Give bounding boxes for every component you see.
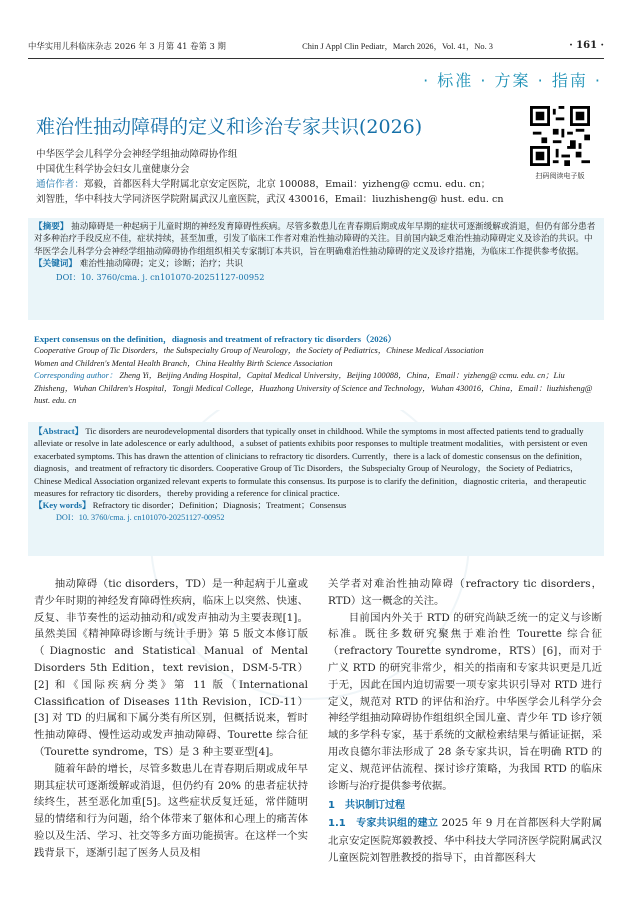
page-number: · 161 · bbox=[569, 40, 604, 51]
abstract-cn bbox=[28, 218, 604, 320]
corresponding-author bbox=[36, 177, 536, 192]
abstract-en-label: 【Abstract】 bbox=[34, 426, 84, 436]
body-paragraph-text: 2025 年 9 月在首都医科大学附属北京安定医院郑毅教授、华中科技大学同济医学院附属武汉儿童医院刘智胜教授的指导下，由首都医科大 bbox=[328, 817, 602, 864]
journal-cn: 中华实用儿科临床杂志 2026 年 3 月第 41 卷第 3 期 bbox=[28, 41, 226, 51]
subsection-heading: 1.1 专家共识组的建立 bbox=[328, 818, 439, 830]
author-block bbox=[36, 147, 536, 207]
section-heading: 1 共识制订过程 bbox=[328, 800, 405, 812]
abstract-en-groups: Cooperative Group of Tic Disorders，the Subspecialty Group of Neurology，the Society of Pediatrics，Chinese Medical Association bbox=[34, 346, 484, 356]
running-header bbox=[28, 40, 604, 52]
abstract-en-title: Expert consensus on the definition，diagnosis and treatment of refractory tic disorders（2026） bbox=[34, 334, 397, 344]
abstract-en-corr-label: Corresponding author： bbox=[34, 371, 118, 381]
abstract-en-box bbox=[28, 422, 604, 556]
abstract-en-corr-text: Zheng Yi，Beijing Anding Hospital，Capital Medical University，Beijing 100088，China，Email：yizheng@ ccmu. edu. cn；Liu Zhisheng，Wuhan Children's Hospital，Tongji Medical College，Huazhong University of Science and Technology，Wuhan 430016，China，Email：liuzhisheng@ hust. edu. cn bbox=[34, 371, 593, 406]
header-rule bbox=[28, 58, 604, 59]
doi-cn[interactable]: DOI：10. 3760/cma. j. cn101070-20251127-00952 bbox=[56, 271, 265, 282]
body-paragraph: 关学者对难治性抽动障碍（refractory tic disorders，RTD）这一概念的关注。 bbox=[328, 578, 602, 607]
author-group-1: 中华医学会儿科学分会神经学组抽动障碍协作组 bbox=[36, 149, 238, 160]
abstract-en-body bbox=[34, 425, 598, 499]
corr-label: 通信作者： bbox=[36, 179, 84, 190]
keywords-cn bbox=[34, 258, 598, 270]
body-paragraph: 随着年龄的增长，尽管多数患儿在青春期后期或成年早期其症状可逐渐缓解或消退，但仍约有 20% 的患者症状持续终生，甚至恶化加重[5]。这些症状反复迁延，常伴随明显的情绪和行为问题，给个体带来了躯体和心理上的痛苦体验以及生活、学习、社交等多方面功能损害。在这样一个实践背景下，逐渐引起了医务人员及相 bbox=[34, 762, 308, 859]
body-paragraph: 抽动障碍（tic disorders，TD）是一种起病于儿童或青少年时期的神经发育障碍性疾病，临床上以突然、快速、反复、非节奏性的运动抽动和/或发声抽动为主要表现[1]。虽然美国《精神障碍诊断与统计手册》第 5 版文本修订版（Diagnostic and Statistical Manual of Mental Disorders 5th Edition，text revision，DSM-5-TR）[2] 和《国际疾病分类》第 11 版（International Classification of Diseases 11th Revision，ICD-11）[3] 对 TD 的归属和下属分类有所区别，但概括说来，暂时性抽动障碍、慢性运动或发声抽动障碍、Tourette 综合征（Tourette syndrome，TS）是 3 种主要亚型[4]。 bbox=[34, 578, 308, 758]
keywords-cn-text: 难治性抽动障碍；定义；诊断；治疗；共识 bbox=[79, 259, 244, 270]
journal-en: Chin J Appl Clin Pediatr，March 2026，Vol. 41，No. 3 bbox=[302, 42, 493, 51]
corr-2: 刘智胜，华中科技大学同济医学院附属武汉儿童医院，武汉 430016，Email：liuzhisheng@ hust. edu. cn bbox=[36, 194, 504, 205]
abstract-cn-body bbox=[34, 221, 598, 258]
article-title: 难治性抽动障碍的定义和诊治专家共识(2026) bbox=[36, 116, 423, 138]
qr-caption: 扫码阅读电子版 bbox=[535, 172, 585, 180]
abstract-cn-label: 【摘要】 bbox=[34, 222, 69, 232]
keywords-cn-label: 【关键词】 bbox=[34, 259, 77, 270]
keywords-en-label: 【Key words】 bbox=[34, 500, 91, 511]
keywords-en-text: Refractory tic disorder；Definition；Diagnosis；Treatment；Consensus bbox=[92, 500, 347, 511]
body-paragraph: 目前国内外关于 RTD 的研究尚缺乏统一的定义与诊断标准。既往多数研究聚焦于难治性 Tourette 综合征（refractory Tourette syndrome，RTS）[6]，而对于广义 RTD 的研究非常少，相关的指南和专家共识更是几近于无，因此在国内迫切需要一项专家共识引导对 RTD 进行定义，规范对 RTD 的评估和治疗。中华医学会儿科学分会神经学组抽动障碍协作组组织全国儿童、青少年 TD 诊疗领域的多学科专家，基于系统的文献检索结果与循证证据，采用改良德尔菲法形成了 28 条专家共识，旨在明确 RTD 的定义、规范评估流程、探讨诊疗策略，为我国 RTD 的临床诊断与治疗提供参考依据。 bbox=[328, 611, 602, 792]
body-column-left bbox=[34, 576, 308, 862]
abstract-cn-text: 抽动障碍是一种起病于儿童时期的神经发育障碍性疾病。尽管多数患儿在青春期后期或成年早期的症状可逐渐缓解或消退，但仍有部分患者对多种治疗手段反应不佳，症状持续，甚至加重，引发了临床工作者对难治性抽动障碍的关注。目前国内缺乏难治性抽动障碍定义及诊治的共识。中华医学会儿科学分会神经学组抽动障碍协作组组织相关专家制订本共识，旨在明确难治性抽动障碍的定义及诊疗措施，为临床工作提供参考依据。 bbox=[34, 222, 596, 257]
abstract-en-corr bbox=[34, 370, 598, 407]
doi-en[interactable]: DOI：10. 3760/cma. j. cn101070-20251127-00952 bbox=[56, 512, 225, 522]
abstract-en-text: Tic disorders are neurodevelopmental disorders that typically onset in childhood. While the symptoms in most affected patients tend to gradually alleviate or resolve in late adolescence or early adulthood，a subset of patients exhibits poor responses to multiple treatment modalities，with persistent or even exacerbated symptoms. This has drawn the attention of clinicians to refractory tic disorders. Currently，there is a lack of domestic consensus on the definition，diagnosis，and treatment of refractory tic disorders. Cooperative Group of Tic Disorders，the Subspecialty Group of Neurology，the Society of Pediatrics，Chinese Medical Association organized relevant experts to formulate this consensus. Its purpose is to clarify the definition，diagnostic criteria，and therapeutic measures for refractory tic disorders，thereby providing a reference for clinical practice. bbox=[34, 426, 588, 499]
abstract-en bbox=[28, 330, 604, 410]
body-column-right bbox=[328, 576, 602, 867]
section-tag: · 标准 · 方案 · 指南 · bbox=[423, 71, 602, 90]
author-group-2: 中国优生科学协会妇女儿童健康分会 bbox=[36, 164, 190, 175]
keywords-en bbox=[34, 499, 598, 511]
abstract-en-groups-2: Women and Children's Mental Health Branch，China Healthy Birth Science Association bbox=[34, 358, 333, 368]
body-paragraph bbox=[328, 815, 602, 866]
qr-code-icon[interactable] bbox=[530, 106, 590, 166]
corr-1: 郑毅，首都医科大学附属北京安定医院，北京 100088，Email：yizheng@ ccmu. edu. cn； bbox=[83, 179, 491, 190]
